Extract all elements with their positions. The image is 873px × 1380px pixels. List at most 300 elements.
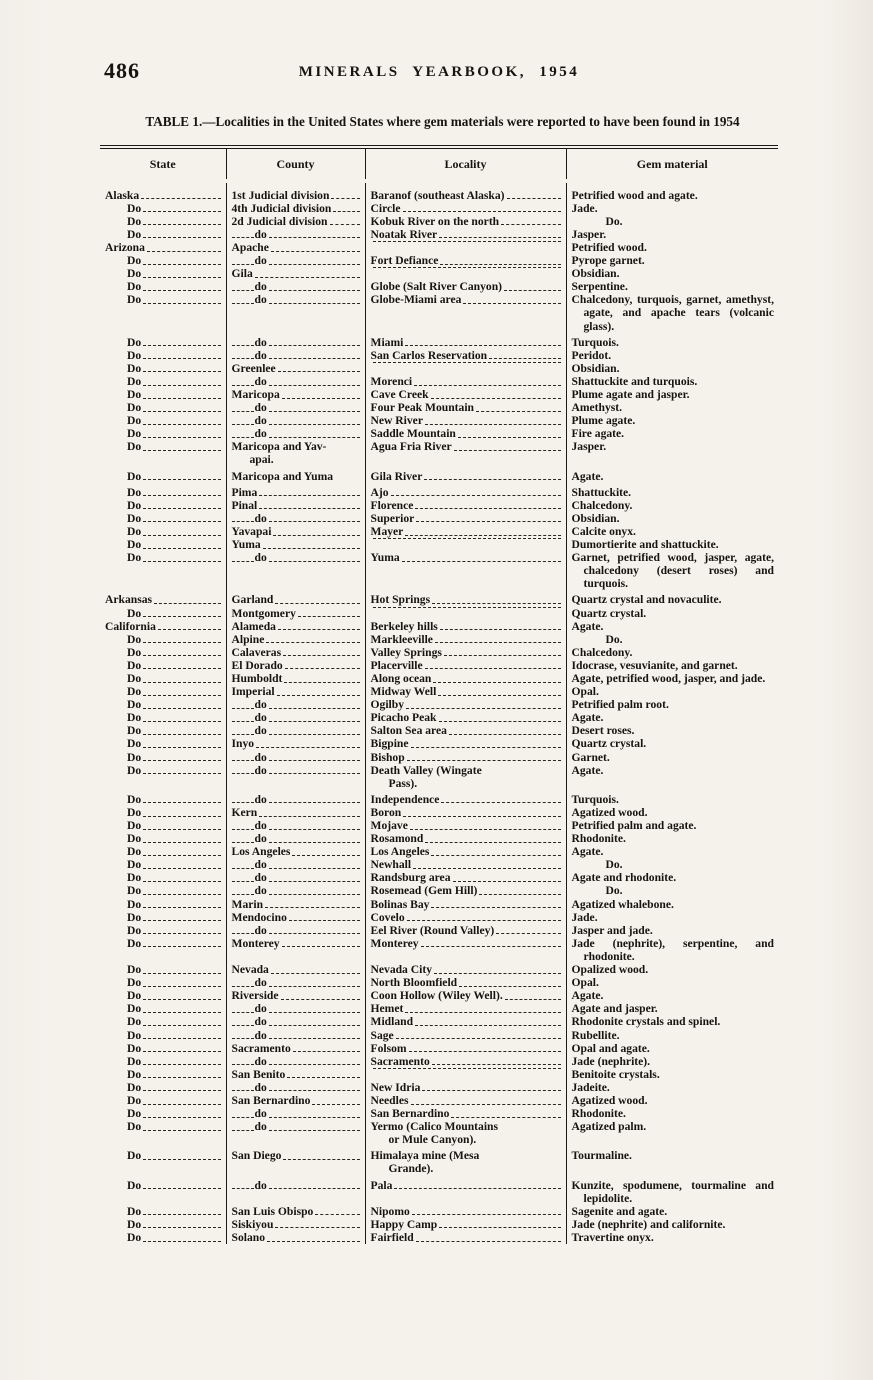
cell-county: San Bernardino <box>226 1094 365 1107</box>
cell-gem-material: Agatized palm. <box>571 1120 647 1134</box>
table-row <box>100 486 778 499</box>
cell-gem-material: Opal. <box>571 976 599 990</box>
cell-county: do <box>226 551 365 593</box>
cell-gem-material: Rhodonite. <box>571 1107 626 1121</box>
table-row <box>100 976 778 989</box>
cell-state: Do <box>100 375 226 388</box>
cell-gem-material: Obsidian. <box>571 361 620 375</box>
cell-locality <box>365 362 566 375</box>
cell-county: San Benito <box>226 1068 365 1081</box>
table-row <box>100 401 778 414</box>
cell-gem-material: Tourmaline. <box>571 1149 632 1163</box>
cell-county: do <box>226 336 365 349</box>
cell-state: Do <box>100 646 226 659</box>
cell-gem-material: Shattuckite and turquois. <box>571 374 698 388</box>
cell-state: Do <box>100 871 226 884</box>
table-row <box>100 633 778 646</box>
cell-state: Do <box>100 1002 226 1015</box>
cell-gem-material: Amethyst. <box>571 401 623 415</box>
cell-locality: Himalaya mine (Mesa Grande). <box>365 1149 566 1178</box>
table-row <box>100 1029 778 1042</box>
table-row <box>100 512 778 525</box>
table-row <box>100 241 778 254</box>
table-head <box>100 147 778 181</box>
table-row <box>100 1205 778 1218</box>
table-row <box>100 737 778 750</box>
cell-gem-material: Do. <box>605 632 623 646</box>
cell-gem-material: Idocrase, vesuvianite, and garnet. <box>571 658 738 672</box>
cell-state: Do <box>100 832 226 845</box>
cell-locality: Mojave <box>365 819 566 832</box>
cell-county: Alpine <box>226 633 365 646</box>
cell-state: Do <box>100 764 226 793</box>
cell-county: do <box>226 1002 365 1015</box>
cell-county: 1st Judicial division <box>226 181 365 202</box>
table-row <box>100 414 778 427</box>
cell-locality: Coon Hollow (Wiley Well). <box>365 989 566 1002</box>
cell-gem-material: Rhodonite crystals and spinel. <box>571 1015 721 1029</box>
cell-gem-material: Do. <box>605 858 623 872</box>
cell-locality: Newhall <box>365 858 566 871</box>
cell-gem-material: Quartz crystal and novaculite. <box>571 593 722 607</box>
column-header-state: State <box>100 147 226 181</box>
cell-locality: Needles <box>365 1094 566 1107</box>
cell-locality: North Bloomfield <box>365 976 566 989</box>
cell-gem-material: Plume agate and jasper. <box>571 388 690 401</box>
cell-state: Do <box>100 633 226 646</box>
table-row <box>100 1149 778 1178</box>
cell-county: Mendocino <box>226 911 365 924</box>
cell-locality: Bishop <box>365 751 566 764</box>
cell-locality <box>365 607 566 620</box>
table-row <box>100 845 778 858</box>
cell-gem-material: Opal and agate. <box>571 1041 650 1055</box>
cell-state: Do <box>100 1149 226 1178</box>
table-row <box>100 470 778 486</box>
cell-state: Do <box>100 551 226 593</box>
cell-locality: Morenci <box>365 375 566 388</box>
table-row <box>100 698 778 711</box>
cell-gem-material: Agate. <box>571 845 604 859</box>
cell-state: Do <box>100 685 226 698</box>
cell-locality: Los Angeles <box>365 845 566 858</box>
cell-gem-material: Obsidian. <box>571 511 620 525</box>
table-row <box>100 1218 778 1231</box>
cell-gem-material: Jasper and jade. <box>571 923 653 937</box>
cell-gem-material: Calcite onyx. <box>571 524 636 538</box>
table-row <box>100 254 778 267</box>
cell-county: 4th Judicial division <box>226 202 365 215</box>
cell-gem-material: Shattuckite. <box>571 485 632 499</box>
cell-locality: Four Peak Mountain <box>365 401 566 414</box>
cell-county: Yuma <box>226 538 365 551</box>
cell-state: Do <box>100 1015 226 1028</box>
cell-locality: Sage <box>365 1029 566 1042</box>
cell-gem-material: Chalcedony, turquois, garnet, amethyst, agate, and apache tears (volcanic glass). <box>571 293 774 333</box>
cell-state: Do <box>100 858 226 871</box>
cell-locality: Berkeley hills <box>365 620 566 633</box>
cell-county: do <box>226 1107 365 1120</box>
cell-county: do <box>226 819 365 832</box>
cell-county: do <box>226 293 365 335</box>
table-row <box>100 937 778 963</box>
cell-gem-material: Quartz crystal. <box>571 737 647 751</box>
table-row <box>100 646 778 659</box>
cell-gem-material: Agatized whalebone. <box>571 897 674 911</box>
table-row <box>100 525 778 538</box>
table-row <box>100 1055 778 1068</box>
cell-locality: Death Valley (Wingate Pass). <box>365 764 566 793</box>
table-row <box>100 1107 778 1120</box>
cell-locality: Superior <box>365 512 566 525</box>
cell-county: do <box>226 427 365 440</box>
cell-county: Alameda <box>226 620 365 633</box>
cell-locality: Yermo (Calico Mountains or Mule Canyon). <box>365 1120 566 1149</box>
cell-state: Do <box>100 499 226 512</box>
cell-county: Maricopa and Yuma <box>226 470 365 486</box>
table-body <box>100 181 778 1244</box>
cell-gem-material: Agatized wood. <box>571 805 648 819</box>
cell-state: Do <box>100 1120 226 1149</box>
cell-locality <box>365 241 566 254</box>
cell-county: Pima <box>226 486 365 499</box>
cell-locality: Valley Springs <box>365 646 566 659</box>
table-row <box>100 593 778 606</box>
table-row <box>100 375 778 388</box>
cell-gem-material: Garnet, petrified wood, jasper, agate, chalcedony (desert roses) and turquois. <box>571 551 774 591</box>
cell-county: Kern <box>226 806 365 819</box>
cell-locality: Cave Creek <box>365 388 566 401</box>
cell-gem-material: Agate, petrified wood, jasper, and jade. <box>571 671 766 685</box>
cell-county: do <box>226 512 365 525</box>
header-row <box>100 147 778 181</box>
cell-gem-material: Dumortierite and shattuckite. <box>571 538 719 552</box>
cell-county: Monterey <box>226 937 365 963</box>
cell-locality: Globe (Salt River Canyon) <box>365 280 566 293</box>
cell-locality: Hot Springs <box>365 593 566 606</box>
cell-locality: Nipomo <box>365 1205 566 1218</box>
cell-locality: Gila River <box>365 470 566 486</box>
cell-county: do <box>226 764 365 793</box>
cell-state: Do <box>100 1231 226 1244</box>
cell-locality: San Bernardino <box>365 1107 566 1120</box>
cell-locality: Miami <box>365 336 566 349</box>
table-row <box>100 427 778 440</box>
cell-county: Yavapai <box>226 525 365 538</box>
cell-state: Do <box>100 1029 226 1042</box>
table-row <box>100 1081 778 1094</box>
cell-gem-material: Agate. <box>571 469 604 483</box>
cell-state: Do <box>100 989 226 1002</box>
cell-county: Nevada <box>226 963 365 976</box>
cell-county: do <box>226 375 365 388</box>
cell-state: Do <box>100 1081 226 1094</box>
cell-county: Riverside <box>226 989 365 1002</box>
cell-state: Do <box>100 388 226 401</box>
cell-locality: Ogilby <box>365 698 566 711</box>
cell-state: Do <box>100 976 226 989</box>
cell-locality: Fairfield <box>365 1231 566 1244</box>
cell-county: do <box>226 280 365 293</box>
cell-state: Do <box>100 525 226 538</box>
cell-gem-material: Kunzite, spodumene, tourmaline and lepidolite. <box>571 1178 774 1205</box>
cell-county: Imperial <box>226 685 365 698</box>
cell-state: Do <box>100 1042 226 1055</box>
cell-locality: Bolinas Bay <box>365 898 566 911</box>
cell-locality: Folsom <box>365 1042 566 1055</box>
table-row <box>100 711 778 724</box>
cell-locality: Yuma <box>365 551 566 593</box>
cell-county: do <box>226 254 365 267</box>
cell-locality <box>365 267 566 280</box>
table-row <box>100 1002 778 1015</box>
table-row <box>100 388 778 401</box>
cell-gem-material: Pyrope garnet. <box>571 254 645 268</box>
cell-state: Do <box>100 538 226 551</box>
cell-county: Gila <box>226 267 365 280</box>
cell-gem-material: Jade. <box>571 910 598 924</box>
cell-county: do <box>226 976 365 989</box>
cell-locality: Hemet <box>365 1002 566 1015</box>
cell-state: Do <box>100 737 226 750</box>
table-row <box>100 659 778 672</box>
column-header-locality: Locality <box>365 147 566 181</box>
cell-state: Do <box>100 711 226 724</box>
cell-county: Maricopa and Yav- apai. <box>226 440 365 469</box>
cell-locality: Ajo <box>365 486 566 499</box>
cell-county: do <box>226 884 365 897</box>
cell-county: Montgomery <box>226 607 365 620</box>
cell-state: Do <box>100 486 226 499</box>
cell-locality: Eel River (Round Valley) <box>365 924 566 937</box>
cell-county: do <box>226 698 365 711</box>
cell-gem-material: Petrified palm root. <box>571 698 669 712</box>
column-header-county: County <box>226 147 365 181</box>
cell-state: Do <box>100 512 226 525</box>
cell-county: do <box>226 414 365 427</box>
cell-gem-material: Agate. <box>571 711 604 725</box>
table-row <box>100 202 778 215</box>
cell-gem-material: Serpentine. <box>571 280 628 294</box>
table-row <box>100 685 778 698</box>
table-row <box>100 793 778 806</box>
cell-state: Do <box>100 819 226 832</box>
cell-locality: Monterey <box>365 937 566 963</box>
cell-gem-material: Plume agate. <box>571 414 636 428</box>
cell-gem-material: Sagenite and agate. <box>571 1204 668 1218</box>
cell-county: do <box>226 924 365 937</box>
cell-state: Do <box>100 440 226 469</box>
gem-localities-table <box>100 145 778 1245</box>
cell-state: Do <box>100 362 226 375</box>
table-row <box>100 672 778 685</box>
cell-locality: Independence <box>365 793 566 806</box>
cell-locality: Baranof (southeast Alaska) <box>365 181 566 202</box>
cell-locality: Midland <box>365 1015 566 1028</box>
cell-gem-material: Jade (nephrite), serpentine, and rhodonite. <box>571 936 774 963</box>
cell-state: Do <box>100 215 226 228</box>
cell-gem-material: Agate. <box>571 989 604 1003</box>
cell-state: Do <box>100 1107 226 1120</box>
table-row <box>100 1094 778 1107</box>
table-row <box>100 884 778 897</box>
cell-gem-material: Jade (nephrite). <box>571 1054 651 1068</box>
cell-gem-material: Chalcedony. <box>571 645 633 659</box>
cell-locality: Randsburg area <box>365 871 566 884</box>
cell-gem-material: Agate and jasper. <box>571 1002 658 1016</box>
table-row <box>100 832 778 845</box>
table-row <box>100 1015 778 1028</box>
cell-locality: Nevada City <box>365 963 566 976</box>
cell-state: Do <box>100 293 226 335</box>
cell-locality: Saddle Mountain <box>365 427 566 440</box>
cell-state: Do <box>100 698 226 711</box>
cell-county: Los Angeles <box>226 845 365 858</box>
page-header <box>100 58 778 92</box>
cell-county: 2d Judicial division <box>226 215 365 228</box>
cell-county: Apache <box>226 241 365 254</box>
cell-state: Do <box>100 607 226 620</box>
cell-locality: Pala <box>365 1179 566 1205</box>
cell-county: do <box>226 711 365 724</box>
cell-county: Inyo <box>226 737 365 750</box>
cell-state: Do <box>100 1055 226 1068</box>
table-row <box>100 499 778 512</box>
cell-locality: Picacho Peak <box>365 711 566 724</box>
cell-state: Do <box>100 937 226 963</box>
cell-county: do <box>226 1055 365 1068</box>
cell-locality: Markleeville <box>365 633 566 646</box>
cell-locality: Boron <box>365 806 566 819</box>
cell-county: do <box>226 349 365 362</box>
cell-state: Do <box>100 672 226 685</box>
table-row <box>100 267 778 280</box>
cell-locality: Globe-Miami area <box>365 293 566 335</box>
cell-state: Do <box>100 1068 226 1081</box>
cell-state: Do <box>100 806 226 819</box>
table-caption: TABLE 1.—Localities in the United States where gem materials were reported to have been found in 1954 <box>145 114 740 129</box>
cell-state: Do <box>100 924 226 937</box>
cell-county: Maricopa <box>226 388 365 401</box>
table-row <box>100 181 778 202</box>
running-header: MINERALS YEARBOOK, 1954 <box>298 64 580 80</box>
cell-locality: New Idria <box>365 1081 566 1094</box>
cell-gem-material: Agate and rhodonite. <box>571 871 677 885</box>
cell-locality: Happy Camp <box>365 1218 566 1231</box>
table-row <box>100 440 778 469</box>
cell-gem-material: Agate. <box>571 619 604 633</box>
cell-gem-material: Petrified wood. <box>571 240 647 254</box>
cell-locality: New River <box>365 414 566 427</box>
cell-locality: Rosamond <box>365 832 566 845</box>
cell-locality: San Carlos Reservation <box>365 349 566 362</box>
cell-state: Do <box>100 414 226 427</box>
cell-gem-material: Turquois. <box>571 335 619 349</box>
cell-county: do <box>226 1179 365 1205</box>
cell-gem-material: Turquois. <box>571 792 619 806</box>
cell-gem-material: Desert roses. <box>571 724 635 738</box>
cell-state: Alaska <box>100 181 226 202</box>
cell-county: do <box>226 1029 365 1042</box>
cell-gem-material: Benitoite crystals. <box>571 1067 660 1081</box>
cell-state: Do <box>100 751 226 764</box>
cell-locality: Midway Well <box>365 685 566 698</box>
cell-county: Greenlee <box>226 362 365 375</box>
cell-locality: Agua Fria River <box>365 440 566 469</box>
table-row <box>100 1231 778 1244</box>
cell-gem-material: Jade. <box>571 201 598 215</box>
column-header-gem-material: Gem material <box>566 147 778 181</box>
cell-locality: Mayer <box>365 525 566 538</box>
cell-state: Do <box>100 659 226 672</box>
cell-state: Do <box>100 254 226 267</box>
table-row <box>100 215 778 228</box>
table-row <box>100 349 778 362</box>
cell-gem-material: Petrified wood and agate. <box>571 188 698 202</box>
cell-locality: Kobuk River on the north <box>365 215 566 228</box>
table-row <box>100 538 778 551</box>
cell-state: Do <box>100 336 226 349</box>
table-row <box>100 724 778 737</box>
cell-state: Do <box>100 884 226 897</box>
cell-gem-material: Jadeite. <box>571 1080 610 1094</box>
cell-county: Humboldt <box>226 672 365 685</box>
cell-county: do <box>226 1015 365 1028</box>
cell-state: Do <box>100 427 226 440</box>
cell-county: do <box>226 1120 365 1149</box>
table-row <box>100 336 778 349</box>
cell-gem-material: Petrified palm and agate. <box>571 819 697 832</box>
table-row <box>100 228 778 241</box>
table-row <box>100 751 778 764</box>
cell-gem-material: Garnet. <box>571 750 610 764</box>
cell-county: Sacramento <box>226 1042 365 1055</box>
cell-state: Do <box>100 202 226 215</box>
cell-gem-material: Quartz crystal. <box>571 606 647 620</box>
table-row <box>100 911 778 924</box>
cell-gem-material: Jasper. <box>571 440 607 454</box>
cell-county: do <box>226 793 365 806</box>
cell-county: do <box>226 724 365 737</box>
cell-county: do <box>226 858 365 871</box>
cell-state: Do <box>100 911 226 924</box>
cell-gem-material: Opalized wood. <box>571 963 649 977</box>
table-row <box>100 293 778 335</box>
table-row <box>100 362 778 375</box>
cell-locality: Along ocean <box>365 672 566 685</box>
cell-locality <box>365 538 566 551</box>
cell-locality: Noatak River <box>365 228 566 241</box>
table-row <box>100 607 778 620</box>
cell-gem-material: Peridot. <box>571 348 612 362</box>
cell-county: Siskiyou <box>226 1218 365 1231</box>
cell-locality: Florence <box>365 499 566 512</box>
cell-locality: Circle <box>365 202 566 215</box>
cell-state: Do <box>100 228 226 241</box>
table-row <box>100 1068 778 1081</box>
cell-county: Solano <box>226 1231 365 1244</box>
cell-state: Do <box>100 1205 226 1218</box>
cell-gem-material: Rhodonite. <box>571 832 626 846</box>
table-row <box>100 871 778 884</box>
page-number: 486 <box>104 58 140 83</box>
cell-county: San Diego <box>226 1149 365 1178</box>
cell-state: Do <box>100 845 226 858</box>
cell-locality: Covelo <box>365 911 566 924</box>
cell-county: do <box>226 401 365 414</box>
cell-state: Do <box>100 724 226 737</box>
cell-state: Do <box>100 1094 226 1107</box>
